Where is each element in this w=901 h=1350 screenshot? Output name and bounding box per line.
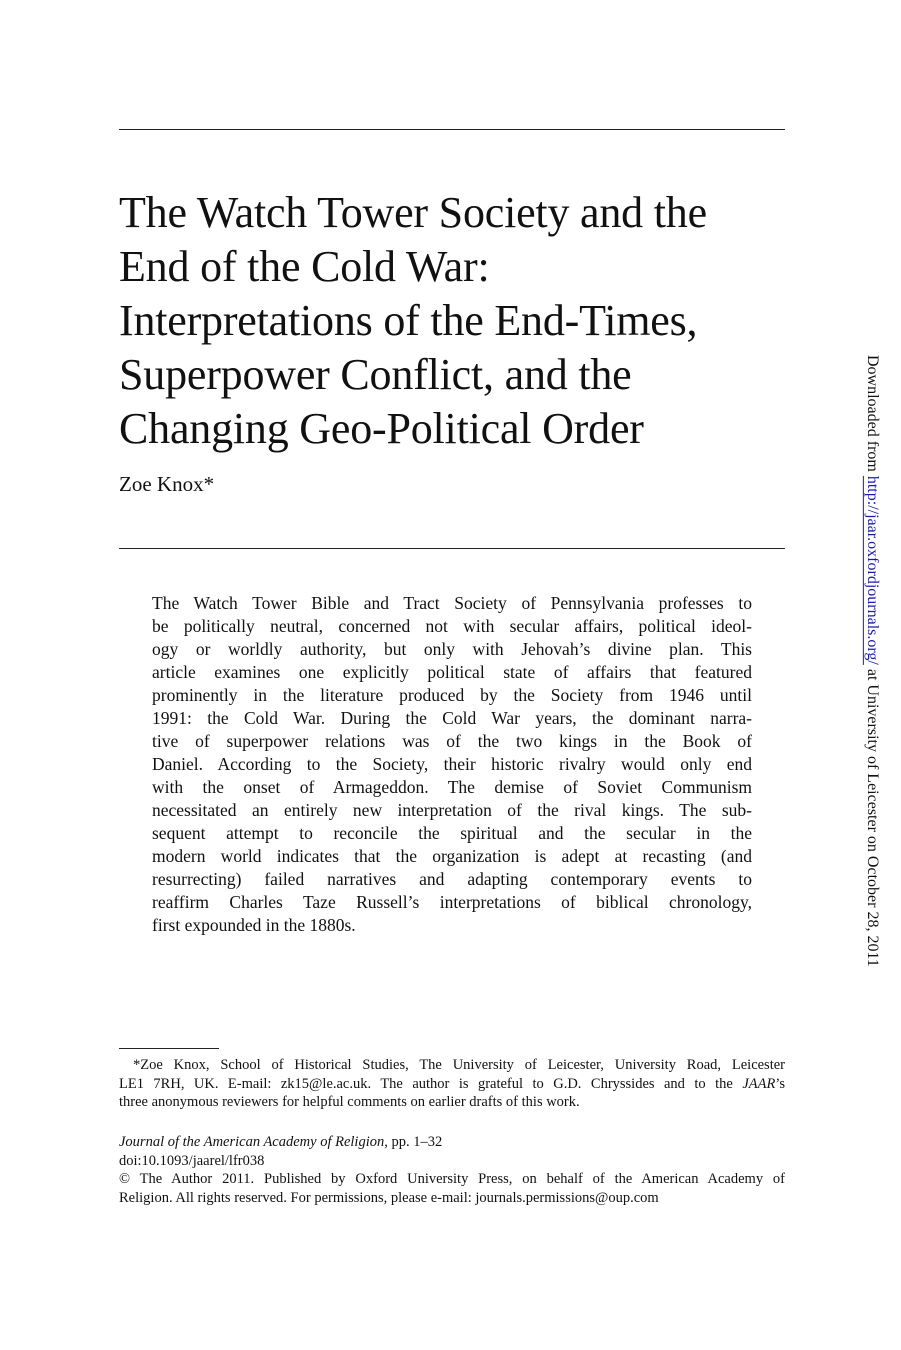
title-line: Superpower Conflict, and the bbox=[119, 350, 632, 399]
abstract-line: prominently in the literature produced by the Society from 1946 until bbox=[152, 685, 752, 705]
abstract-line: reaffirm Charles Taze Russell’s interpretations of biblical chronology, bbox=[152, 892, 752, 912]
abstract-line: be politically neutral, concerned not with secular affairs, political ideol- bbox=[152, 616, 752, 636]
journal-name: Journal of the American Academy of Religion bbox=[119, 1134, 385, 1150]
title-line: Changing Geo-Political Order bbox=[119, 404, 644, 453]
journal-pages: , pp. 1–32 bbox=[384, 1134, 443, 1150]
abstract-line: The Watch Tower Bible and Tract Society of Pennsylvania professes to bbox=[152, 593, 752, 613]
footnote-text: ’s bbox=[775, 1075, 785, 1092]
watermark-suffix: at University of Leicester on October 28, 2011 bbox=[864, 664, 881, 967]
article-title bbox=[119, 186, 799, 456]
abstract-line: ogy or worldly authority, but only with Jehovah’s divine plan. This bbox=[152, 639, 752, 659]
doi: doi:10.1093/jaarel/lfr038 bbox=[119, 1152, 265, 1169]
top-rule bbox=[119, 129, 785, 130]
abstract-line: first expounded in the 1880s. bbox=[152, 915, 356, 935]
author-name: Zoe Knox* bbox=[119, 472, 215, 496]
journal-citation bbox=[119, 1133, 785, 1152]
abstract-line: tive of superpower relations was of the two kings in the Book of bbox=[152, 731, 752, 751]
footnote-line bbox=[119, 1075, 785, 1094]
abstract-line: article examines one explicitly political state of affairs that featured bbox=[152, 662, 752, 682]
title-line: The Watch Tower Society and the bbox=[119, 188, 707, 237]
abstract-line: resurrecting) failed narratives and adapting contemporary events to bbox=[152, 869, 752, 889]
footnote-rule bbox=[119, 1048, 219, 1049]
abstract-line: sequent attempt to reconcile the spiritual and the secular in the bbox=[152, 823, 752, 843]
abstract bbox=[152, 592, 752, 937]
journal-link[interactable]: http://jaar.oxfordjournals.org/ bbox=[864, 475, 881, 665]
abstract-line: 1991: the Cold War. During the Cold War years, the dominant narra- bbox=[152, 708, 752, 728]
download-watermark bbox=[863, 355, 881, 967]
copyright-line: © The Author 2011. Published by Oxford University Press, on behalf of the American Academy of bbox=[119, 1171, 785, 1187]
journal-info bbox=[119, 1133, 785, 1207]
footnote-text: LE1 7RH, UK. E-mail: zk15@le.ac.uk. The author is grateful to G.D. Chryssides and to the bbox=[119, 1075, 743, 1092]
header-bottom-rule bbox=[119, 548, 785, 549]
title-line: End of the Cold War: bbox=[119, 242, 490, 291]
footnote-line: three anonymous reviewers for helpful comments on earlier drafts of this work. bbox=[119, 1094, 580, 1110]
abstract-line: modern world indicates that the organization is adept at recasting (and bbox=[152, 846, 752, 866]
author-footnote bbox=[119, 1056, 785, 1112]
footnote-line: *Zoe Knox, School of Historical Studies, The University of Leicester, University Road, Leicester bbox=[133, 1057, 785, 1073]
title-line: Interpretations of the End-Times, bbox=[119, 296, 698, 345]
journal-abbreviation: JAAR bbox=[742, 1075, 776, 1092]
copyright-line: Religion. All rights reserved. For permissions, please e-mail: journals.permissions@oup.com bbox=[119, 1189, 659, 1206]
abstract-line: necessitated an entirely new interpretation of the rival kings. The sub- bbox=[152, 800, 752, 820]
abstract-line: Daniel. According to the Society, their historic rivalry would only end bbox=[152, 754, 752, 774]
watermark-prefix: Downloaded from bbox=[864, 355, 881, 476]
abstract-line: with the onset of Armageddon. The demise of Soviet Communism bbox=[152, 777, 752, 797]
